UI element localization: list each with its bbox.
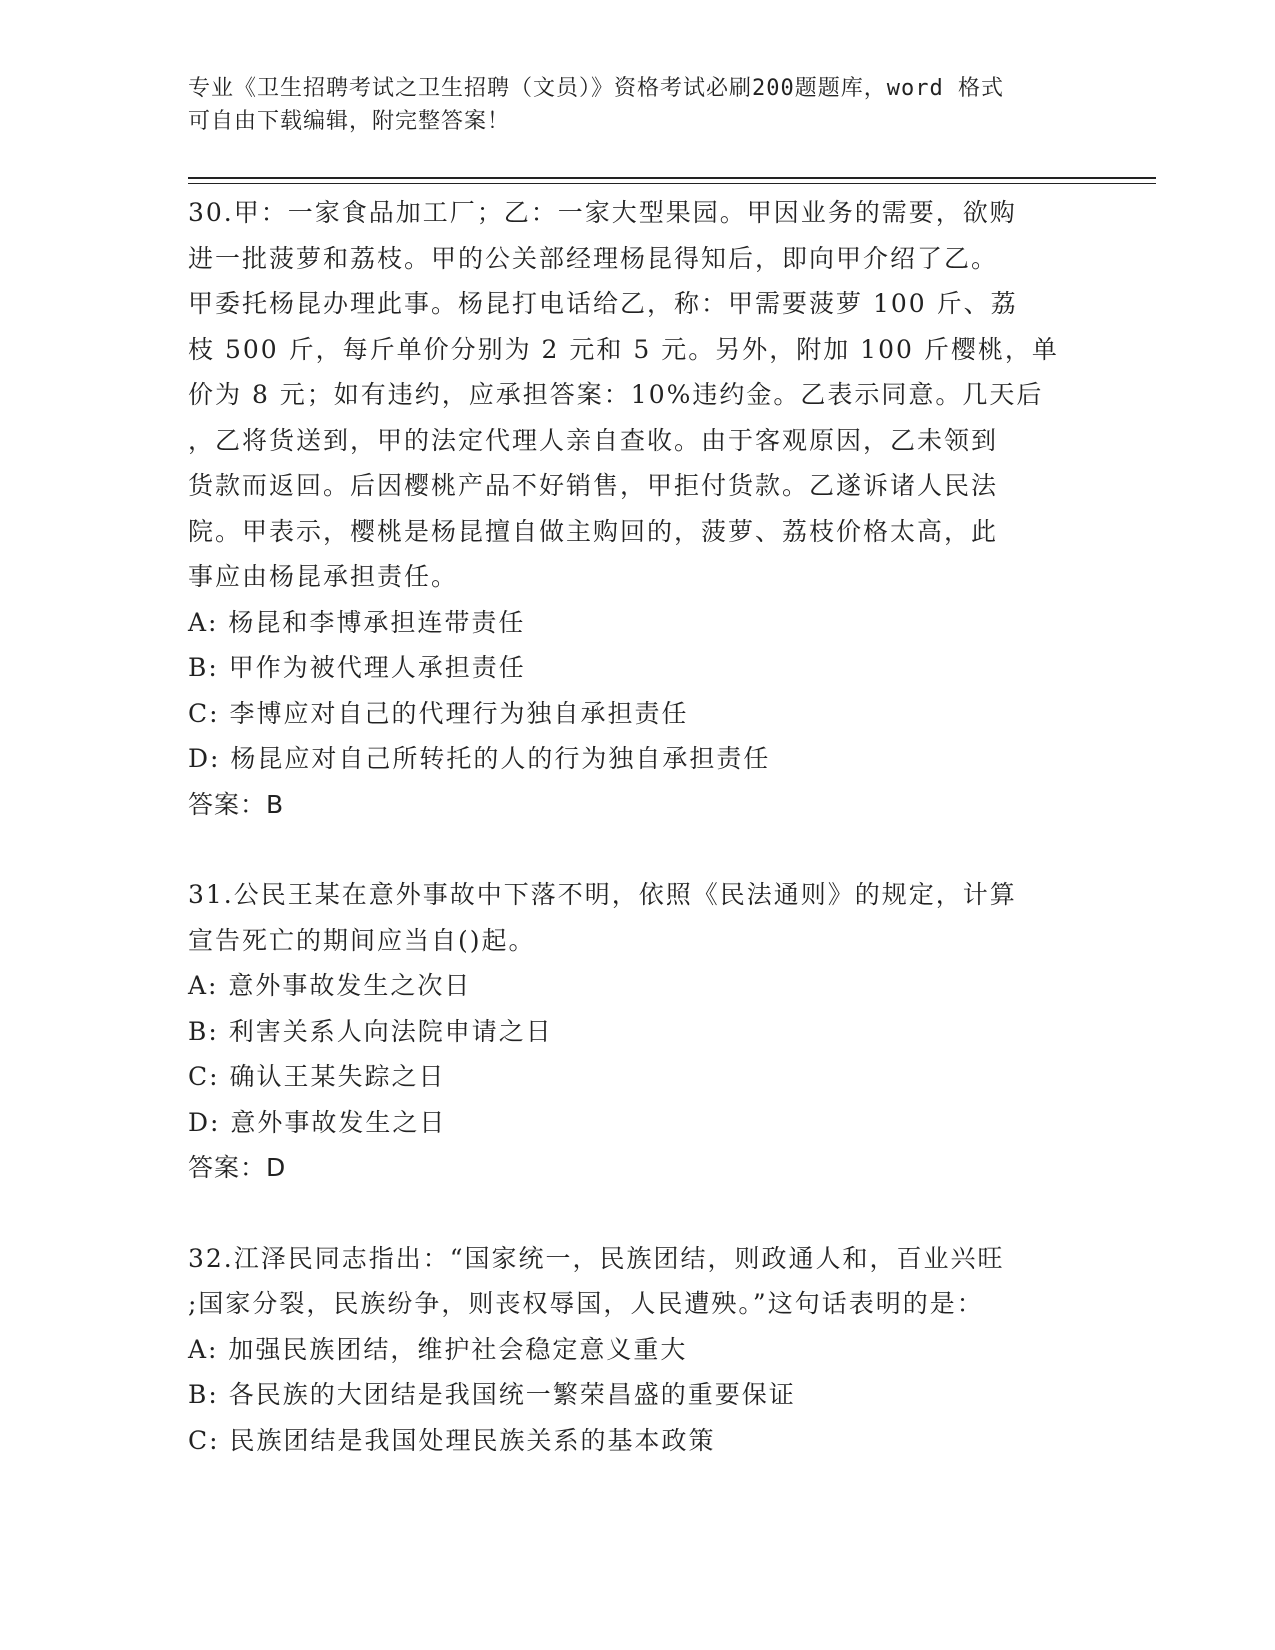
option-d: D: 意外事故发生之日	[188, 1107, 447, 1137]
question-stem-line: 院。甲表示，樱桃是杨昆擅自做主购回的，菠萝、荔枝价格太高，此	[188, 516, 999, 546]
question-list	[188, 190, 1088, 1463]
option-c: C: 确认王某失踪之日	[188, 1062, 446, 1091]
header-rule-thin	[188, 183, 1156, 184]
header-rule-thick	[188, 177, 1156, 179]
question-spacer	[188, 1191, 1088, 1236]
document-header	[188, 72, 1068, 138]
question-stem-line: 宣告死亡的期间应当自()起。	[188, 925, 536, 955]
header-line-2: 可自由下载编辑，附完整答案！	[188, 109, 511, 134]
header-line-1: 专业《卫生招聘考试之卫生招聘（文员）》资格考试必刷200题题库，word 格式	[188, 76, 1004, 101]
question-stem-line: 30.甲：一家食品加工厂；乙：一家大型果园。甲因业务的需要，欲购	[188, 198, 1017, 227]
question-stem-line: 枝 500 斤，每斤单价分别为 2 元和 5 元。另外，附加 100 斤樱桃，单	[188, 334, 1059, 364]
question-stem-line: 31.公民王某在意外事故中下落不明，依照《民法通则》的规定，计算	[188, 880, 1017, 909]
option-b: B: 各民族的大团结是我国统一繁荣昌盛的重要保证	[188, 1380, 796, 1409]
option-b: B: 甲作为被代理人承担责任	[188, 653, 526, 682]
option-c: C: 李博应对自己的代理行为独自承担责任	[188, 698, 689, 728]
question-stem-line: ;国家分裂，民族纷争，则丧权辱国，人民遭殃。”这句话表明的是：	[188, 1289, 984, 1318]
option-a: A: 意外事故发生之次日	[188, 971, 472, 1000]
question-stem-line: 事应由杨昆承担责任。	[188, 562, 459, 591]
question-stem-line: 32.江泽民同志指出：“国家统一，民族团结，则政通人和，百业兴旺	[188, 1243, 1005, 1273]
question-stem-line: 进一批菠萝和荔枝。甲的公关部经理杨昆得知后，即向甲介绍了乙。	[188, 243, 999, 273]
option-a: A: 加强民族团结，维护社会稳定意义重大	[188, 1334, 688, 1364]
question-30	[188, 190, 1088, 827]
question-stem-line: ，乙将货送到，甲的法定代理人亲自查收。由于客观原因，乙未领到	[188, 425, 999, 455]
question-stem-line: 甲委托杨昆办理此事。杨昆打电话给乙，称：甲需要菠萝 100 斤、荔	[188, 289, 1018, 318]
question-spacer	[188, 827, 1088, 872]
option-c: C: 民族团结是我国处理民族关系的基本政策	[188, 1425, 716, 1455]
option-a: A: 杨昆和李博承担连带责任	[188, 607, 526, 637]
answer-label: 答案：B	[188, 789, 285, 819]
question-stem-line: 货款而返回。后因樱桃产品不好销售，甲拒付货款。乙遂诉诸人民法	[188, 471, 999, 500]
option-b: B: 利害关系人向法院申请之日	[188, 1016, 553, 1046]
question-31	[188, 872, 1088, 1191]
question-stem-line: 价为 8 元；如有违约，应承担答案：10%违约金。乙表示同意。几天后	[188, 380, 1044, 409]
question-32	[188, 1236, 1088, 1464]
option-d: D: 杨昆应对自己所转托的人的行为独自承担责任	[188, 744, 771, 773]
answer-label: 答案：D	[188, 1153, 287, 1182]
